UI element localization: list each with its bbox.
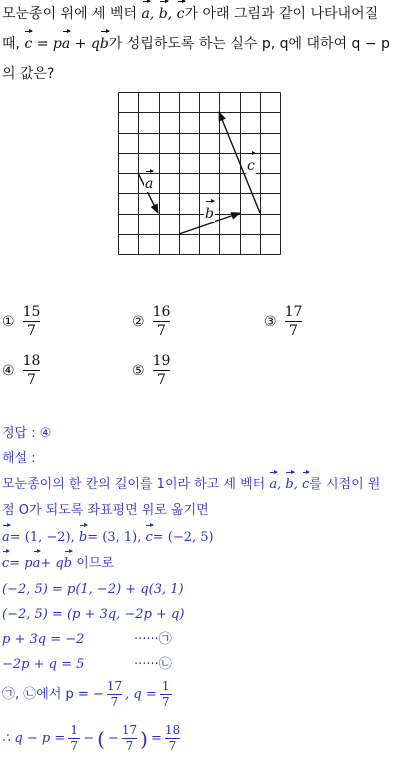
grid-lines [119,93,281,255]
solution-eq-relation: c= pa+ qb 이므로 [2,556,114,571]
question-line-3: 의 값은? [2,66,55,82]
vector-a-symbol: a [141,6,150,22]
answer-line: 정답 : ④ [2,426,52,441]
choice-2[interactable]: ② $\frac{16}{7}$ [132,304,171,339]
question-line-2: 때, c = pa + qb가 성립하도록 하는 실수 p, q에 대하여 q − p [2,36,390,52]
ref-1: ······㉠ [134,632,172,647]
question-line-1: 모눈종이 위에 세 벡터 a, b, c가 아래 그림과 같이 나타내어질 [2,6,379,22]
grid-figure [118,92,282,256]
label-a: a [145,176,154,192]
ref-2: ······㉡ [134,657,172,672]
solution-eq-components: a= (1, −2), b= (3, 1), c= (−2, 5) [2,530,214,545]
choice-4[interactable]: ④ $\frac{18}{7}$ [2,353,41,388]
solution-eq-4: (−2, 5) = (p + 3q, −2p + q) [2,607,185,622]
choice-3[interactable]: ③ $\frac{17}{7}$ [264,304,303,339]
solution-eq-5: p + 3q = −2 [2,632,85,647]
label-b: b [205,206,214,222]
choice-3-fraction: $\frac{17}{7}$ [284,304,303,339]
solution-eq-7: ㉠, ㉡에서 p = − $\frac{17}{7}$ , q = $\frac{1}{7}$ [2,680,172,709]
solution-heading: 해설 : [2,451,36,466]
solution-eq-6: −2p + q = 5 [2,657,85,672]
label-c: c [247,158,255,174]
choice-4-fraction: $\frac{18}{7}$ [22,353,41,388]
choice-5-fraction: $\frac{19}{7}$ [152,353,171,388]
solution-text-2: 점 O가 되도록 좌표평면 위로 옮기면 [2,503,209,518]
solution-eq-3: (−2, 5) = p(1, −2) + q(3, 1) [2,582,184,597]
solution-eq-8: ∴ q − p = $\frac{1}{7}$ − ( − $\frac{17}{7}$ ) = $\frac{18}{7}$ [2,723,181,753]
choice-5[interactable]: ⑤ $\frac{19}{7}$ [132,353,171,388]
choice-2-fraction: $\frac{16}{7}$ [152,304,171,339]
solution-text-1: 모눈종이의 한 칸의 길이를 1이라 하고 세 벡터 a, b, c를 시점이 원 [2,477,381,492]
vector-c-symbol: c [176,6,185,22]
vector-b-symbol: b [158,6,168,22]
choice-1-fraction: $\frac{15}{7}$ [22,304,41,339]
choice-1[interactable]: ① $\frac{15}{7}$ [2,304,41,339]
